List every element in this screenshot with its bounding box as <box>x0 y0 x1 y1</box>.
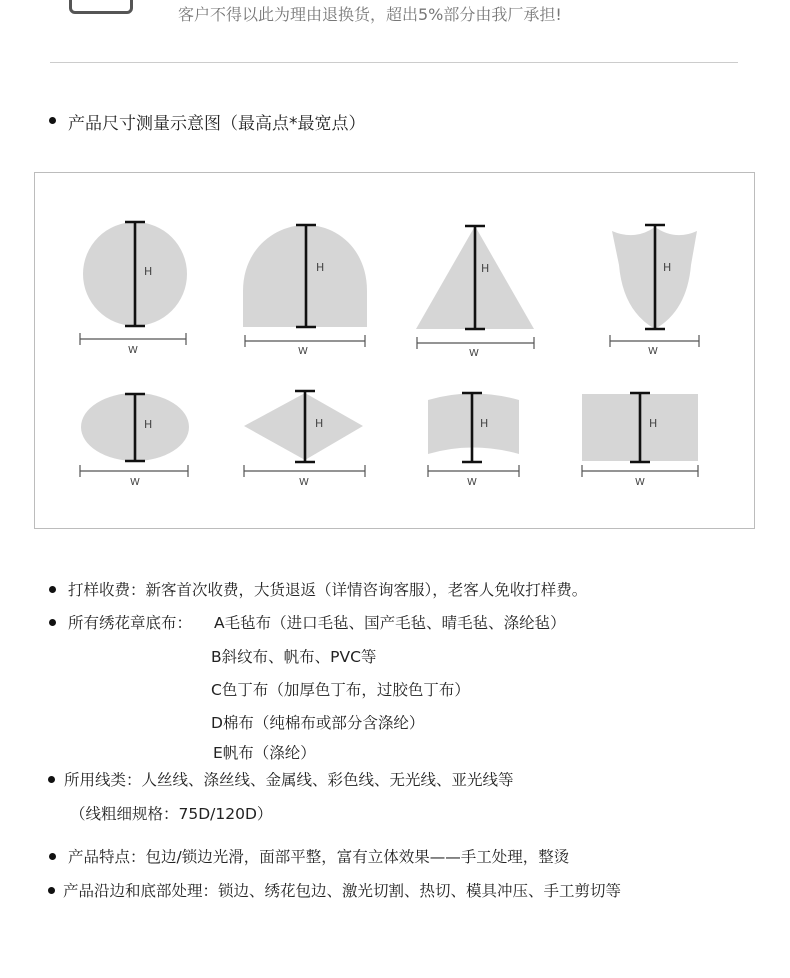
bullet-dot <box>48 887 55 894</box>
base-fabric-a: A毛毡布（进口毛毡、国产毛毡、晴毛毡、涤纶毡） <box>214 614 566 632</box>
width-label: W <box>128 345 138 356</box>
shape-ellipse <box>80 393 189 488</box>
measurement-title: 产品尺寸测量示意图（最高点*最宽点） <box>68 114 366 134</box>
base-fabric-e: E帆布（涤纶） <box>213 744 316 762</box>
shape-arch <box>243 225 367 357</box>
shape-diamond <box>244 391 365 488</box>
base-fabric-b: B斜纹布、帆布、PVC等 <box>211 648 377 666</box>
width-label: W <box>299 477 309 488</box>
thread-types-text: 所用线类：人丝线、涤丝线、金属线、彩色线、无光线、亚光线等 <box>64 771 514 789</box>
height-label: H <box>144 265 153 278</box>
height-label: H <box>663 261 672 274</box>
bullet-dot <box>49 117 56 124</box>
width-label: W <box>635 477 645 488</box>
shape-shield <box>610 225 699 357</box>
shape-triangle <box>416 226 534 359</box>
height-label: H <box>481 262 490 275</box>
base-fabric-d: D棉布（纯棉布或部分含涤纶） <box>211 714 425 732</box>
height-label: H <box>649 417 658 430</box>
diagram-svg <box>35 173 756 530</box>
return-policy-note: 客户不得以此为理由退换货，超出5%部分由我厂承担! <box>178 5 562 24</box>
height-label: H <box>480 417 489 430</box>
shape-curved-banner <box>428 393 519 488</box>
bullet-dot <box>49 853 56 860</box>
base-fabric-lead: 所有绣花章底布： <box>68 614 193 632</box>
thread-spec-text: （线粗细规格：75D/120D） <box>70 805 273 823</box>
bullet-dot <box>49 619 56 626</box>
shape-circle <box>80 222 187 356</box>
bullet-dot <box>49 586 56 593</box>
width-label: W <box>130 477 140 488</box>
height-label: H <box>144 418 153 431</box>
shape-rectangle <box>582 393 698 488</box>
width-label: W <box>467 477 477 488</box>
height-label: H <box>316 261 325 274</box>
height-label: H <box>315 417 324 430</box>
width-label: W <box>648 346 658 357</box>
bullet-dot <box>48 776 55 783</box>
sampling-fee-text: 打样收费：新客首次收费，大货退返（详情咨询客服），老客人免收打样费。 <box>68 581 588 599</box>
checkbox-frame <box>69 0 133 14</box>
width-label: W <box>469 348 479 359</box>
width-label: W <box>298 346 308 357</box>
section-divider <box>50 62 738 63</box>
base-fabric-c: C色丁布（加厚色丁布，过胶色丁布） <box>211 681 470 699</box>
measurement-diagram <box>34 172 755 529</box>
edge-treatment-text: 产品沿边和底部处理：锁边、绣花包边、激光切割、热切、模具冲压、手工剪切等 <box>63 882 622 900</box>
features-text: 产品特点：包边/锁边光滑，面部平整，富有立体效果——手工处理，整烫 <box>68 848 570 866</box>
